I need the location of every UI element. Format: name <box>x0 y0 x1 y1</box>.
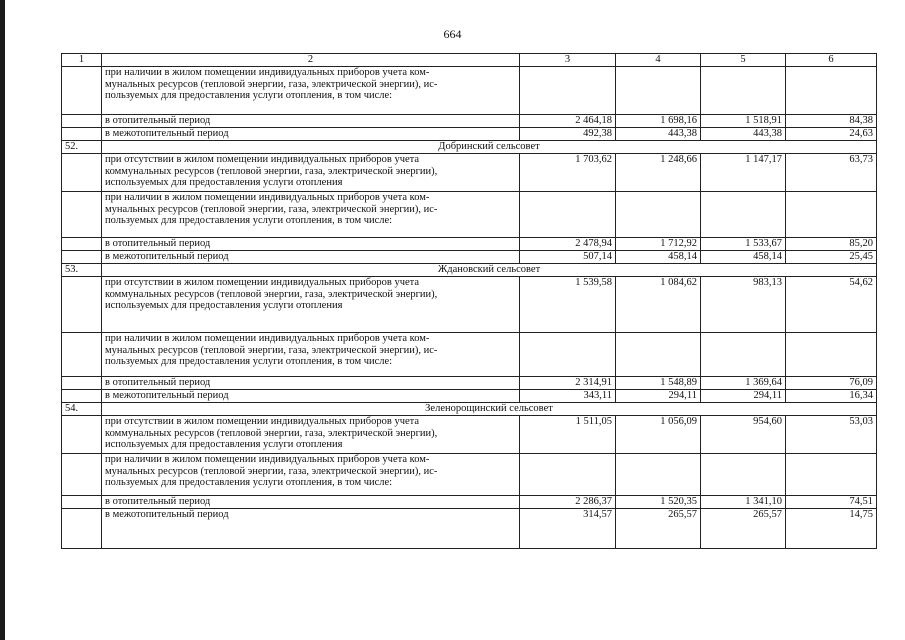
row-number-cell <box>62 496 102 509</box>
row-number-cell <box>62 390 102 403</box>
section-title: Добринский сельсовет <box>102 141 877 154</box>
column-header: 6 <box>786 54 877 67</box>
value-cell: 2 464,18 <box>520 115 616 128</box>
row-number-cell <box>62 416 102 454</box>
value-cell: 1 703,62 <box>520 154 616 192</box>
value-cell: 1 341,10 <box>701 496 786 509</box>
value-cell: 53,03 <box>786 416 877 454</box>
description-line: в отопительный период <box>105 377 211 388</box>
header-row <box>62 54 877 67</box>
value-cell: 1 056,09 <box>616 416 701 454</box>
value-cell: 25,45 <box>786 251 877 264</box>
value-cell: 2 314,91 <box>520 377 616 390</box>
row-number-cell <box>62 509 102 549</box>
row-description <box>102 454 520 496</box>
table-row <box>62 128 877 141</box>
description-line: пользуемых для предоставления услуги отопления, в том числе: <box>105 477 393 489</box>
value-cell: 458,14 <box>616 251 701 264</box>
value-cell: 2 478,94 <box>520 238 616 251</box>
scan-edge-bar <box>0 0 5 640</box>
row-number-cell <box>62 333 102 377</box>
table-row <box>62 67 877 115</box>
row-description <box>102 377 520 390</box>
table-row <box>62 192 877 238</box>
value-cell <box>786 192 877 238</box>
value-cell: 294,11 <box>616 390 701 403</box>
row-number-cell <box>62 154 102 192</box>
section-number: 54. <box>62 403 102 416</box>
description-line: при наличии в жилом помещении индивидуальных приборов учета ком- <box>105 67 430 78</box>
description-line: в отопительный период <box>105 496 211 507</box>
table-row <box>62 377 877 390</box>
value-cell: 1 712,92 <box>616 238 701 251</box>
value-cell: 54,62 <box>786 277 877 333</box>
row-description <box>102 154 520 192</box>
description-line: используемых для предоставления услуги отопления <box>105 177 343 189</box>
column-header: 5 <box>701 54 786 67</box>
value-cell <box>616 67 701 115</box>
value-cell: 443,38 <box>616 128 701 141</box>
section-number: 53. <box>62 264 102 277</box>
description-line: используемых для предоставления услуги отопления <box>105 439 343 451</box>
section-row <box>62 403 877 416</box>
value-cell <box>786 333 877 377</box>
row-description <box>102 192 520 238</box>
table-row <box>62 277 877 333</box>
description-line: используемых для предоставления услуги отопления <box>105 300 343 312</box>
row-description <box>102 390 520 403</box>
value-cell <box>701 192 786 238</box>
value-cell: 265,57 <box>701 509 786 549</box>
value-cell <box>701 333 786 377</box>
value-cell: 1 518,91 <box>701 115 786 128</box>
value-cell: 1 698,16 <box>616 115 701 128</box>
description-line: при наличии в жилом помещении индивидуальных приборов учета ком- <box>105 454 430 465</box>
row-number-cell <box>62 115 102 128</box>
value-cell <box>701 67 786 115</box>
value-cell: 343,11 <box>520 390 616 403</box>
row-description <box>102 67 520 115</box>
row-description <box>102 416 520 454</box>
value-cell: 507,14 <box>520 251 616 264</box>
section-title: Ждановский сельсовет <box>102 264 877 277</box>
description-line: при отсутствии в жилом помещении индивидуальных приборов учета <box>105 416 420 427</box>
value-cell: 294,11 <box>701 390 786 403</box>
value-cell: 1 533,67 <box>701 238 786 251</box>
description-line: при наличии в жилом помещении индивидуальных приборов учета ком- <box>105 333 430 344</box>
table-row <box>62 509 877 549</box>
description-line: в отопительный период <box>105 115 211 126</box>
row-description <box>102 115 520 128</box>
value-cell <box>520 67 616 115</box>
description-line: в межотопительный период <box>105 390 229 401</box>
value-cell: 2 286,37 <box>520 496 616 509</box>
value-cell: 1 539,58 <box>520 277 616 333</box>
value-cell: 1 520,35 <box>616 496 701 509</box>
description-line: пользуемых для предоставления услуги отопления, в том числе: <box>105 356 393 368</box>
value-cell: 24,63 <box>786 128 877 141</box>
table-row <box>62 115 877 128</box>
value-cell: 85,20 <box>786 238 877 251</box>
value-cell <box>520 192 616 238</box>
value-cell: 954,60 <box>701 416 786 454</box>
table-row <box>62 238 877 251</box>
column-header: 3 <box>520 54 616 67</box>
row-number-cell <box>62 238 102 251</box>
row-description <box>102 333 520 377</box>
value-cell <box>786 454 877 496</box>
description-line: пользуемых для предоставления услуги отопления, в том числе: <box>105 90 393 102</box>
value-cell <box>616 192 701 238</box>
tariff-table <box>61 53 877 549</box>
row-number-cell <box>62 277 102 333</box>
page-number: 664 <box>443 27 462 41</box>
value-cell <box>520 333 616 377</box>
value-cell: 74,51 <box>786 496 877 509</box>
description-line: мунальных ресурсов (тепловой энергии, газа, электрической энергии), ис- <box>105 344 438 356</box>
column-header: 1 <box>62 54 102 67</box>
value-cell: 1 548,89 <box>616 377 701 390</box>
value-cell: 265,57 <box>616 509 701 549</box>
value-cell: 84,38 <box>786 115 877 128</box>
value-cell: 1 084,62 <box>616 277 701 333</box>
row-number-cell <box>62 67 102 115</box>
row-description <box>102 496 520 509</box>
section-row <box>62 264 877 277</box>
row-description <box>102 238 520 251</box>
value-cell: 1 369,64 <box>701 377 786 390</box>
description-line: мунальных ресурсов (тепловой энергии, газа, электрической энергии), ис- <box>105 465 438 477</box>
description-line: при отсутствии в жилом помещении индивидуальных приборов учета <box>105 277 420 288</box>
value-cell: 458,14 <box>701 251 786 264</box>
value-cell: 1 511,05 <box>520 416 616 454</box>
row-description <box>102 509 520 549</box>
section-title: Зеленорощинский сельсовет <box>102 403 877 416</box>
row-number-cell <box>62 251 102 264</box>
value-cell: 14,75 <box>786 509 877 549</box>
value-cell <box>616 333 701 377</box>
value-cell <box>701 454 786 496</box>
description-line: коммунальных ресурсов (тепловой энергии, газа, электрической энергии), <box>105 288 438 300</box>
row-description <box>102 251 520 264</box>
description-line: в межотопительный период <box>105 509 229 520</box>
row-number-cell <box>62 128 102 141</box>
table-row <box>62 333 877 377</box>
section-number: 52. <box>62 141 102 154</box>
section-row <box>62 141 877 154</box>
column-header: 2 <box>102 54 520 67</box>
table-row <box>62 390 877 403</box>
table-row <box>62 496 877 509</box>
value-cell: 76,09 <box>786 377 877 390</box>
value-cell <box>786 67 877 115</box>
row-number-cell <box>62 377 102 390</box>
table-row <box>62 154 877 192</box>
value-cell: 983,13 <box>701 277 786 333</box>
description-line: мунальных ресурсов (тепловой энергии, газа, электрической энергии), ис- <box>105 203 438 215</box>
table-row <box>62 454 877 496</box>
value-cell: 492,38 <box>520 128 616 141</box>
row-number-cell <box>62 454 102 496</box>
description-line: мунальных ресурсов (тепловой энергии, газа, электрической энергии), ис- <box>105 78 438 90</box>
value-cell: 63,73 <box>786 154 877 192</box>
value-cell: 16,34 <box>786 390 877 403</box>
value-cell: 1 248,66 <box>616 154 701 192</box>
value-cell <box>520 454 616 496</box>
row-number-cell <box>62 192 102 238</box>
table-row <box>62 251 877 264</box>
description-line: в отопительный период <box>105 238 211 249</box>
description-line: пользуемых для предоставления услуги отопления, в том числе: <box>105 215 393 227</box>
row-description <box>102 128 520 141</box>
column-header: 4 <box>616 54 701 67</box>
row-description <box>102 277 520 333</box>
description-line: коммунальных ресурсов (тепловой энергии, газа, электрической энергии), <box>105 427 438 439</box>
value-cell: 443,38 <box>701 128 786 141</box>
description-line: коммунальных ресурсов (тепловой энергии, газа, электрической энергии), <box>105 165 438 177</box>
value-cell <box>616 454 701 496</box>
description-line: в межотопительный период <box>105 251 229 262</box>
table-row <box>62 416 877 454</box>
description-line: при наличии в жилом помещении индивидуальных приборов учета ком- <box>105 192 430 203</box>
description-line: в межотопительный период <box>105 128 229 139</box>
description-line: при отсутствии в жилом помещении индивидуальных приборов учета <box>105 154 420 165</box>
value-cell: 314,57 <box>520 509 616 549</box>
value-cell: 1 147,17 <box>701 154 786 192</box>
